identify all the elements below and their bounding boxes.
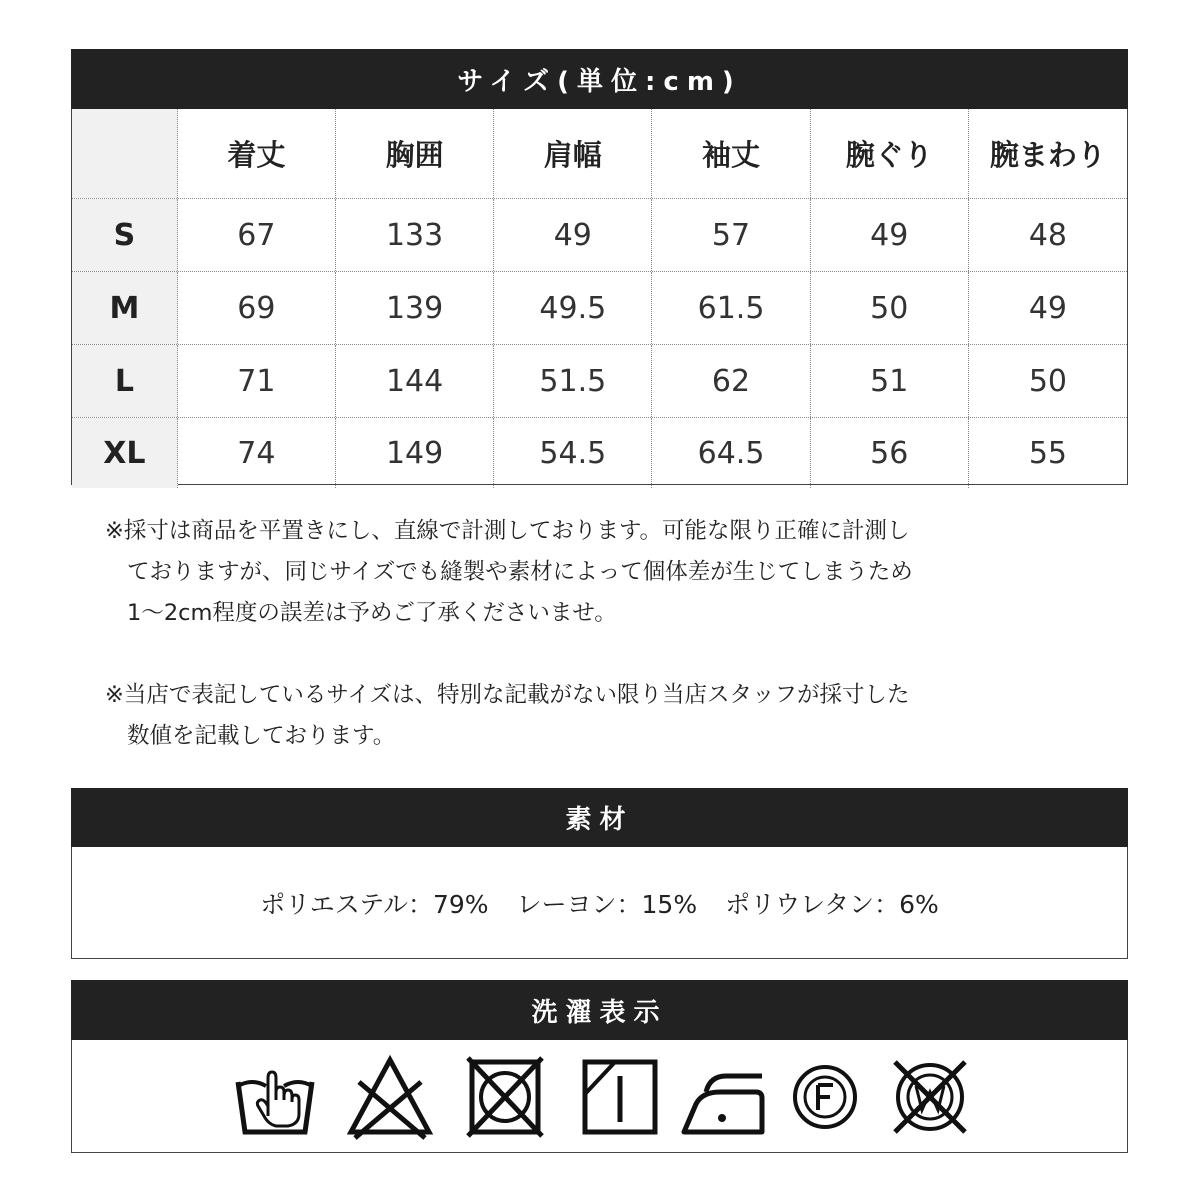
- measurement-note: [105, 511, 1045, 634]
- note-line: ておりますが、同じサイズでも縫製や素材によって個体差が生じてしまうため: [127, 559, 913, 585]
- table-cell: 55: [1028, 435, 1067, 471]
- no-tumble-dry-icon: [460, 1052, 550, 1142]
- table-cell: 71: [178, 345, 336, 417]
- table-cell: 51: [811, 345, 969, 417]
- table-cell: 50: [811, 272, 969, 344]
- no-bleach-icon: [345, 1052, 435, 1142]
- table-cell: 74: [178, 418, 336, 488]
- table-cell: 56: [811, 418, 969, 488]
- size-source-note: [105, 675, 1045, 757]
- table-cell: 49: [494, 199, 652, 271]
- column-header: 腕まわり: [989, 138, 1106, 172]
- column-header: 着丈: [178, 109, 336, 198]
- size-label: L: [72, 345, 178, 417]
- material-composition: [71, 847, 1128, 959]
- material-item: ポリエステル：79%: [260, 889, 489, 919]
- table-cell: 62: [652, 345, 810, 417]
- note-line: 1～2cm程度の誤差は予めご了承くださいませ。: [127, 600, 617, 626]
- material-item: レーヨン：15%: [516, 889, 698, 919]
- table-cell: 48: [1028, 217, 1067, 253]
- material-section-title: 素材: [565, 805, 634, 835]
- table-cell: 49: [1028, 290, 1067, 326]
- table-cell: 49.5: [494, 272, 652, 344]
- material-item: ポリウレタン：6%: [725, 889, 939, 919]
- table-cell: 51.5: [494, 345, 652, 417]
- iron-low-temp-icon: [680, 1052, 770, 1142]
- table-cell: 64.5: [652, 418, 810, 488]
- table-cell: 50: [1028, 363, 1067, 399]
- column-header: 腕ぐり: [811, 109, 969, 198]
- column-header: 袖丈: [652, 109, 810, 198]
- care-section-title: 洗濯表示: [531, 997, 668, 1028]
- note-line: ※当店で表記しているサイズは、特別な記載がない限り当店スタッフが採寸した: [105, 682, 910, 708]
- table-cell: 144: [336, 345, 494, 417]
- dry-clean-f-icon: [785, 1052, 875, 1142]
- no-wet-clean-icon: [885, 1052, 975, 1142]
- table-row: [72, 345, 1127, 418]
- table-cell: 54.5: [494, 418, 652, 488]
- table-cell: 49: [811, 199, 969, 271]
- size-section-header: [71, 49, 1128, 109]
- note-line: 数値を記載しております。: [127, 723, 396, 749]
- column-header: 胸囲: [336, 109, 494, 198]
- table-row: [72, 199, 1127, 272]
- note-line: ※採寸は商品を平置きにし、直線で計測しております。可能な限り正確に計測し: [105, 518, 910, 544]
- table-cell: 133: [336, 199, 494, 271]
- table-cell: 67: [178, 199, 336, 271]
- size-table-header-row: [72, 109, 1127, 199]
- size-label: S: [72, 199, 178, 271]
- care-section-header: [71, 980, 1128, 1040]
- table-cell: 139: [336, 272, 494, 344]
- table-cell: 69: [178, 272, 336, 344]
- table-cell: 61.5: [652, 272, 810, 344]
- table-cell: 149: [336, 418, 494, 488]
- table-row: [72, 272, 1127, 345]
- hand-wash-icon: [230, 1052, 320, 1142]
- size-table: [71, 109, 1128, 485]
- size-label: XL: [72, 418, 178, 488]
- size-label: M: [72, 272, 178, 344]
- drip-line-dry-shade-icon: [575, 1052, 665, 1142]
- size-table-corner: [72, 109, 178, 198]
- table-cell: 57: [652, 199, 810, 271]
- column-header: 肩幅: [494, 109, 652, 198]
- size-section-title: サイズ(単位:cm): [457, 66, 742, 97]
- table-row: [72, 418, 1127, 488]
- material-section-header: [71, 788, 1128, 847]
